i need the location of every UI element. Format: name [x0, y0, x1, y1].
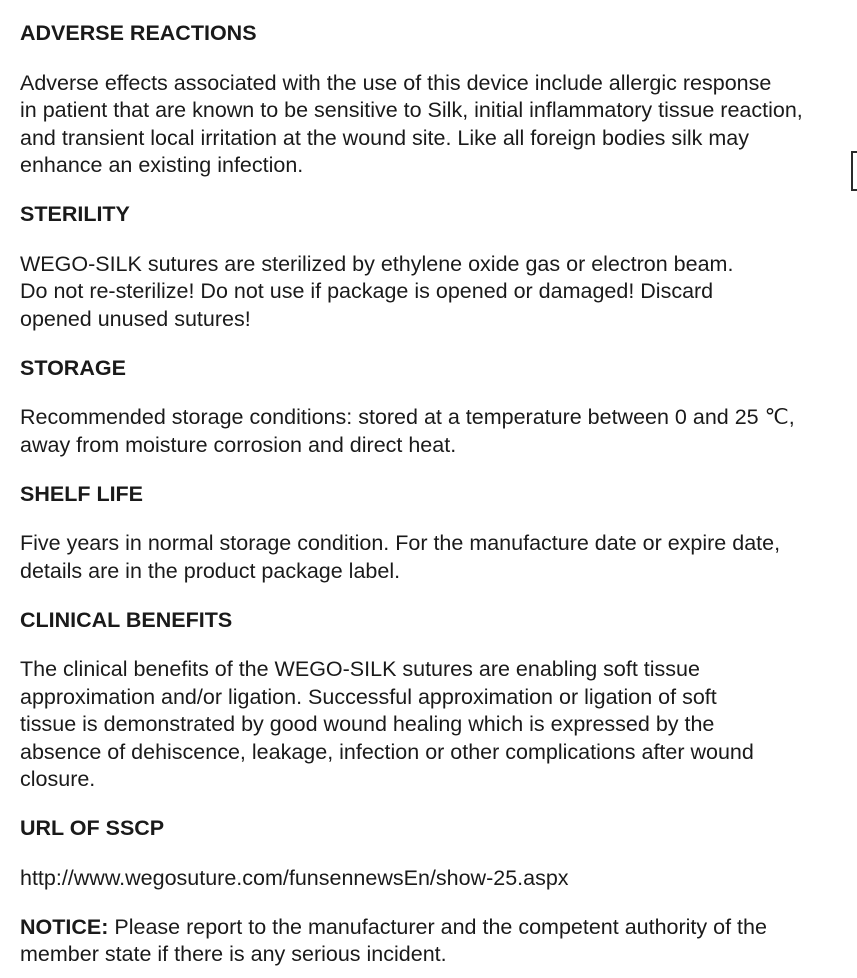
section-adverse-reactions [20, 20, 857, 180]
section-shelf-life [20, 481, 857, 586]
section-heading: SHELF LIFE [20, 481, 144, 506]
notice-text: Please report to the manufacturer and the competent authority of the member state if there is any serious incident. [20, 914, 767, 966]
section-text: The clinical benefits of the WEGO-SILK sutures are enabling soft tissue approximation and/or ligation. Successful approximation or ligation of soft tissue is demonstrated by good wound healing which is expressed by the absence of dehiscence, leakage, infection or other complications after wound closure. [20, 657, 754, 791]
section-text: Five years in normal storage condition. For the manufacture date or expire date, details are in the product package label. [20, 531, 781, 583]
sscp-url: http://www.wegosuture.com/funsennewsEn/show-25.aspx [20, 865, 569, 890]
notice-label: NOTICE: [20, 914, 109, 939]
cropped-edge-box [851, 151, 857, 191]
section-text: WEGO-SILK sutures are sterilized by ethylene oxide gas or electron beam. Do not re-sterilize! Do not use if package is opened or damaged! Discard opened unused sutures! [20, 251, 734, 331]
section-clinical-benefits [20, 607, 857, 794]
section-heading: ADVERSE REACTIONS [20, 21, 257, 45]
section-text: Recommended storage conditions: stored at a temperature between 0 and 25 ℃, away from moisture corrosion and direct heat. [20, 405, 795, 457]
section-storage [20, 355, 857, 460]
notice-paragraph [20, 914, 857, 969]
section-heading: STORAGE [20, 355, 126, 380]
section-heading: STERILITY [20, 202, 130, 226]
section-heading: CLINICAL BENEFITS [20, 607, 233, 632]
document-body [20, 20, 857, 969]
section-url-of-sscp [20, 815, 857, 892]
section-text: Adverse effects associated with the use of this device include allergic response in patient that are known to be sensitive to Silk, initial inflammatory tissue reaction, and transient local irritation at the wound site. Like all foreign bodies silk may enhance an existing infection. [20, 70, 803, 177]
section-sterility [20, 201, 857, 333]
section-heading: URL OF SSCP [20, 816, 165, 840]
